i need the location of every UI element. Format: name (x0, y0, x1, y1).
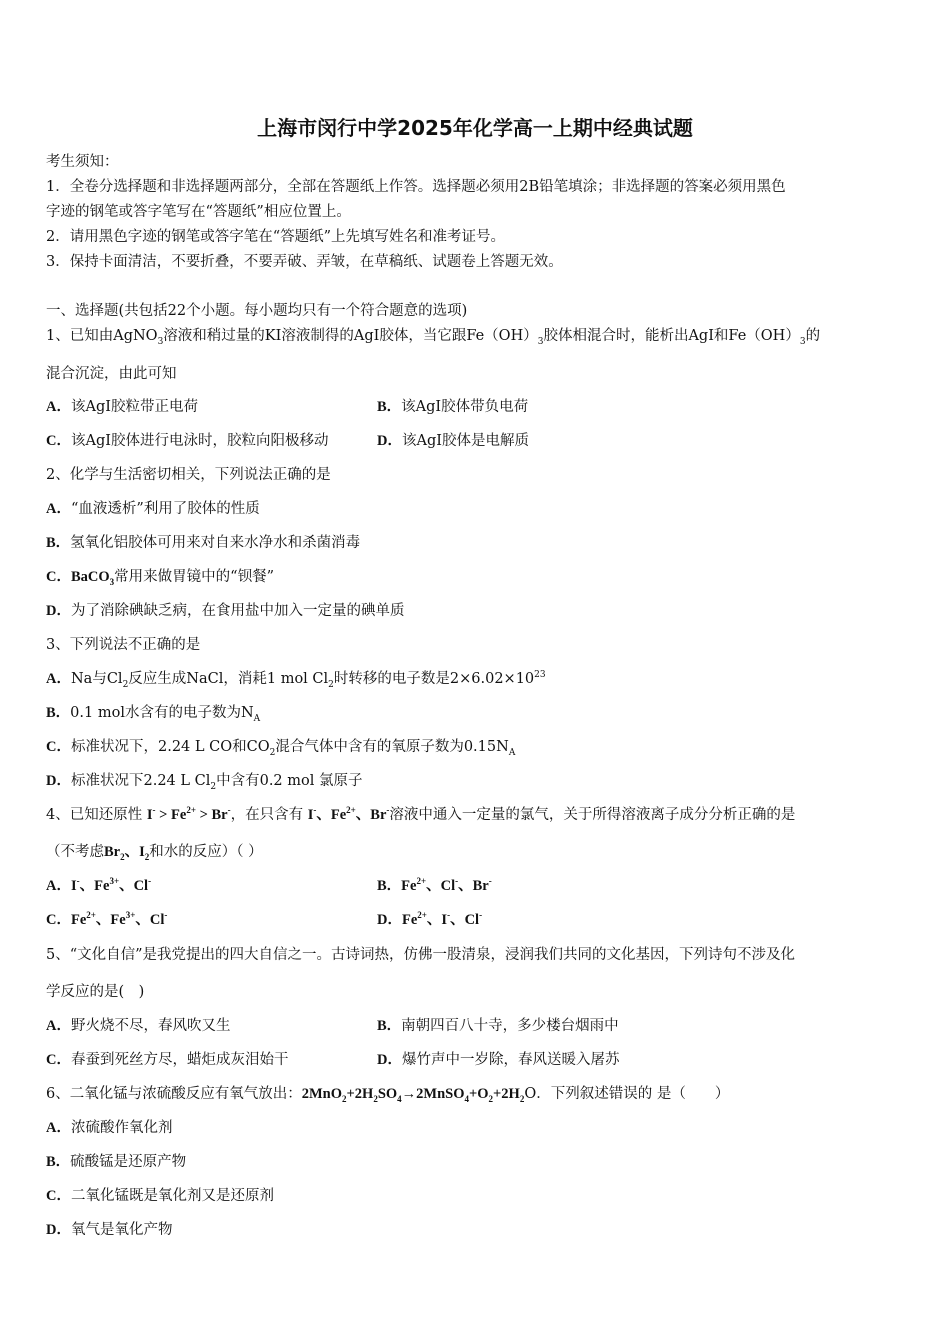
q6-option-a: A．浓硫酸作氧化剂 (46, 1120, 173, 1136)
q3-option-d: D．标准状况下2.24 L $Cl_2$中含有0.2 mol 氯原子 (46, 773, 363, 792)
section-heading: 一、选择题(共包括22个小题。每小题均只有一个符合题意的选项) (46, 303, 468, 319)
question-5-stem-cont: 学反应的是( ) (46, 984, 145, 1000)
notice-item: 2．请用黑色字迹的钢笔或答字笔在“答题纸”上先填写姓名和准考证号。 (46, 229, 506, 245)
q3-option-c: C．标准状况下，2.24 L CO和$CO_2$混合气体中含有的氧原子数为$0.15N_A$ (46, 739, 516, 758)
notice-item: 1．全卷分选择题和非选择题两部分，全部在答题纸上作答。选择题必须用2B铅笔填涂；非选择题的答案必须用黑色 (46, 179, 786, 195)
page-title: 上海市闵行中学2025年化学高一上期中经典试题 (257, 116, 693, 140)
q2-option-b: B．氢氧化铝胶体可用来对自来水净水和杀菌消毒 (46, 535, 361, 551)
q4-option-a: A．I-、$Fe^{3+}$、Cl- (46, 876, 152, 894)
q1-option-b: B．该AgI胶体带负电荷 (377, 399, 529, 415)
q1-option-c: C．该AgI胶体进行电泳时，胶粒向阳极移动 (46, 433, 329, 449)
question-1-stem-cont: 混合沉淀，由此可知 (46, 366, 177, 382)
q2-option-d: D．为了消除碘缺乏病，在食用盐中加入一定量的碘单质 (46, 603, 405, 619)
q1-option-a: A．该AgI胶粒带正电荷 (46, 399, 198, 415)
question-1-stem: 1、已知由AgNO$_3$溶液和稍过量的KI溶液制得的AgI胶体，当它跟$Fe(OH)_3$胶体相混合时，能析出AgI和$Fe(OH)_3$的 (46, 328, 821, 347)
notice-heading: 考生须知： (46, 154, 119, 170)
q3-option-a: A．Na与$Cl_2$反应生成NaCl，消耗1 mol $Cl_2$时转移的电子数是$2\times 6.02\times 10^{23}$ (46, 670, 546, 690)
question-4-stem: 4、已知还原性 $I^- > Fe^{2+} > Br^-$，在只含有 I-、$Fe^{2+}$、Br-溶液中通入一定量的氯气，关于所得溶液离子成分分析正确的是 (46, 805, 796, 823)
q5-option-b: B．南朝四百八十寺，多少楼台烟雨中 (377, 1018, 619, 1034)
q6-option-d: D．氧气是氧化产物 (46, 1222, 173, 1238)
q4-option-b: B．$Fe^{2+}$、Cl-、Br- (377, 876, 492, 894)
q4-option-d: D．$Fe^{2+}$、I-、Cl- (377, 910, 483, 928)
notice-item: 3．保持卡面清洁，不要折叠，不要弄破、弄皱，在草稿纸、试题卷上答题无效。 (46, 254, 563, 270)
q5-option-a: A．野火烧不尽，春风吹又生 (46, 1018, 231, 1034)
q5-option-d: D．爆竹声中一岁除，春风送暖入屠苏 (377, 1052, 620, 1068)
question-4-stem-cont: （不考虑$Br_2$、$I_2$和水的反应）（ ） (46, 844, 263, 862)
q4-option-c: C．$Fe^{2+}$、$Fe^{3+}$、Cl- (46, 910, 168, 928)
question-5-stem: 5、“文化自信”是我党提出的四大自信之一。古诗词热，仿佛一股清泉，浸润我们共同的文化基因，下列诗句不涉及化 (46, 947, 796, 963)
question-3-stem: 3、下列说法不正确的是 (46, 637, 201, 653)
q1-option-d: D．该AgI胶体是电解质 (377, 433, 529, 449)
q3-option-b: B．0.1 mol水含有的电子数为$N_A$ (46, 705, 261, 724)
question-2-stem: 2、化学与生活密切相关，下列说法正确的是 (46, 467, 331, 483)
q6-option-c: C．二氧化锰既是氧化剂又是还原剂 (46, 1188, 274, 1204)
q6-option-b: B．硫酸锰是还原产物 (46, 1154, 187, 1170)
q5-option-c: C．春蚕到死丝方尽，蜡炬成灰泪始干 (46, 1052, 289, 1068)
q2-option-a: A．“血液透析”利用了胶体的性质 (46, 501, 260, 517)
q2-option-c: C．BaCO$_3$常用来做胃镜中的“钡餐” (46, 569, 274, 587)
question-6-stem: 6、二氧化锰与浓硫酸反应有氧气放出：$2MnO_2+2H_2SO_4\to 2MnSO_4+O_2+2H_2O$．下列叙述错误的 是（ ） (46, 1086, 730, 1104)
notice-item: 字迹的钢笔或答字笔写在“答题纸”相应位置上。 (46, 204, 351, 220)
